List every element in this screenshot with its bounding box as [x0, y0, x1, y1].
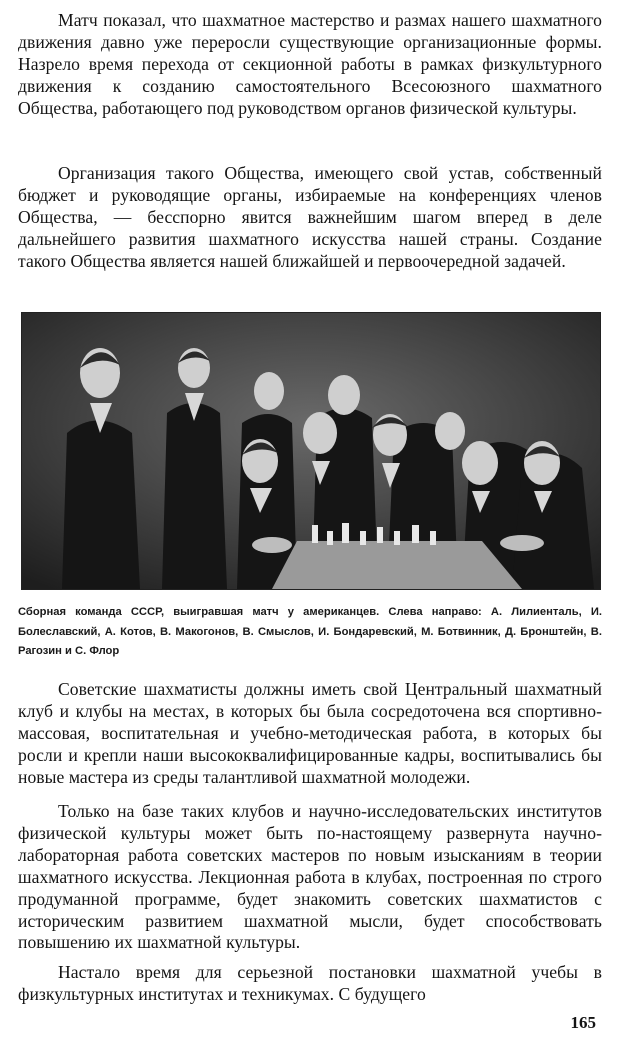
paragraph-5: Настало время для серьезной постановки шахматной учебы в физкультурных институтах и техникумах. С будущего — [18, 962, 602, 1004]
paragraph-4: Только на базе таких клубов и научно-исследовательских институтов физической культуры может быть по-настоящему развернута научно-лабораторная работа советских мастеров по новым изысканиям в теории шахматного искусства. Лекционная работа в клубах, построенная по строго продуманной программе, будет знакомить советских шахматистов с историческим развитием шахматной мысли, будет способствовать повышению их шахматной культуры. — [18, 801, 602, 953]
photo-caption: Сборная команда СССР, выигравшая матч у американцев. Слева направо: А. Лилиенталь, И. Болеславский, А. Котов, В. Макогонов, В. Смыслов, И. Бондаревский, М. Ботвинник, Д. Бронштейн, В. Рагозин и С. Флор — [18, 606, 602, 657]
team-photo — [21, 312, 601, 590]
paragraph-1: Матч показал, что шахматное мастерство и размах нашего шахматного движения давно уже переросли существующие организационные формы. Назрело время перехода от секционной работы в рамках физкультурного движения к созданию самостоятельного Всесоюзного шахматного Общества, работающего под руководством органов физической культуры. — [18, 10, 602, 118]
paragraph-2: Организация такого Общества, имеющего свой устав, собственный бюджет и руководящие органы, избираемые на конференциях членов Общества, — бесспорно явится важнейшим шагом вперед в деле дальнейшего развития шахматного искусства нашей страны. Создание такого Общества является нашей ближайшей и первоочередной задачей. — [18, 163, 602, 271]
team-photo-image — [22, 313, 600, 589]
page-number: 165 — [570, 1013, 596, 1032]
paragraph-3: Советские шахматисты должны иметь свой Центральный шахматный клуб и клубы на местах, в которых бы была сосредоточена вся спортивно-массовая, воспитательная и учебно-методическая работа, в которых бы росли и крепли наши высококвалифицированные кадры, воспитывались бы новые мастера из среды талантливой шахматной молодежи. — [18, 679, 602, 787]
